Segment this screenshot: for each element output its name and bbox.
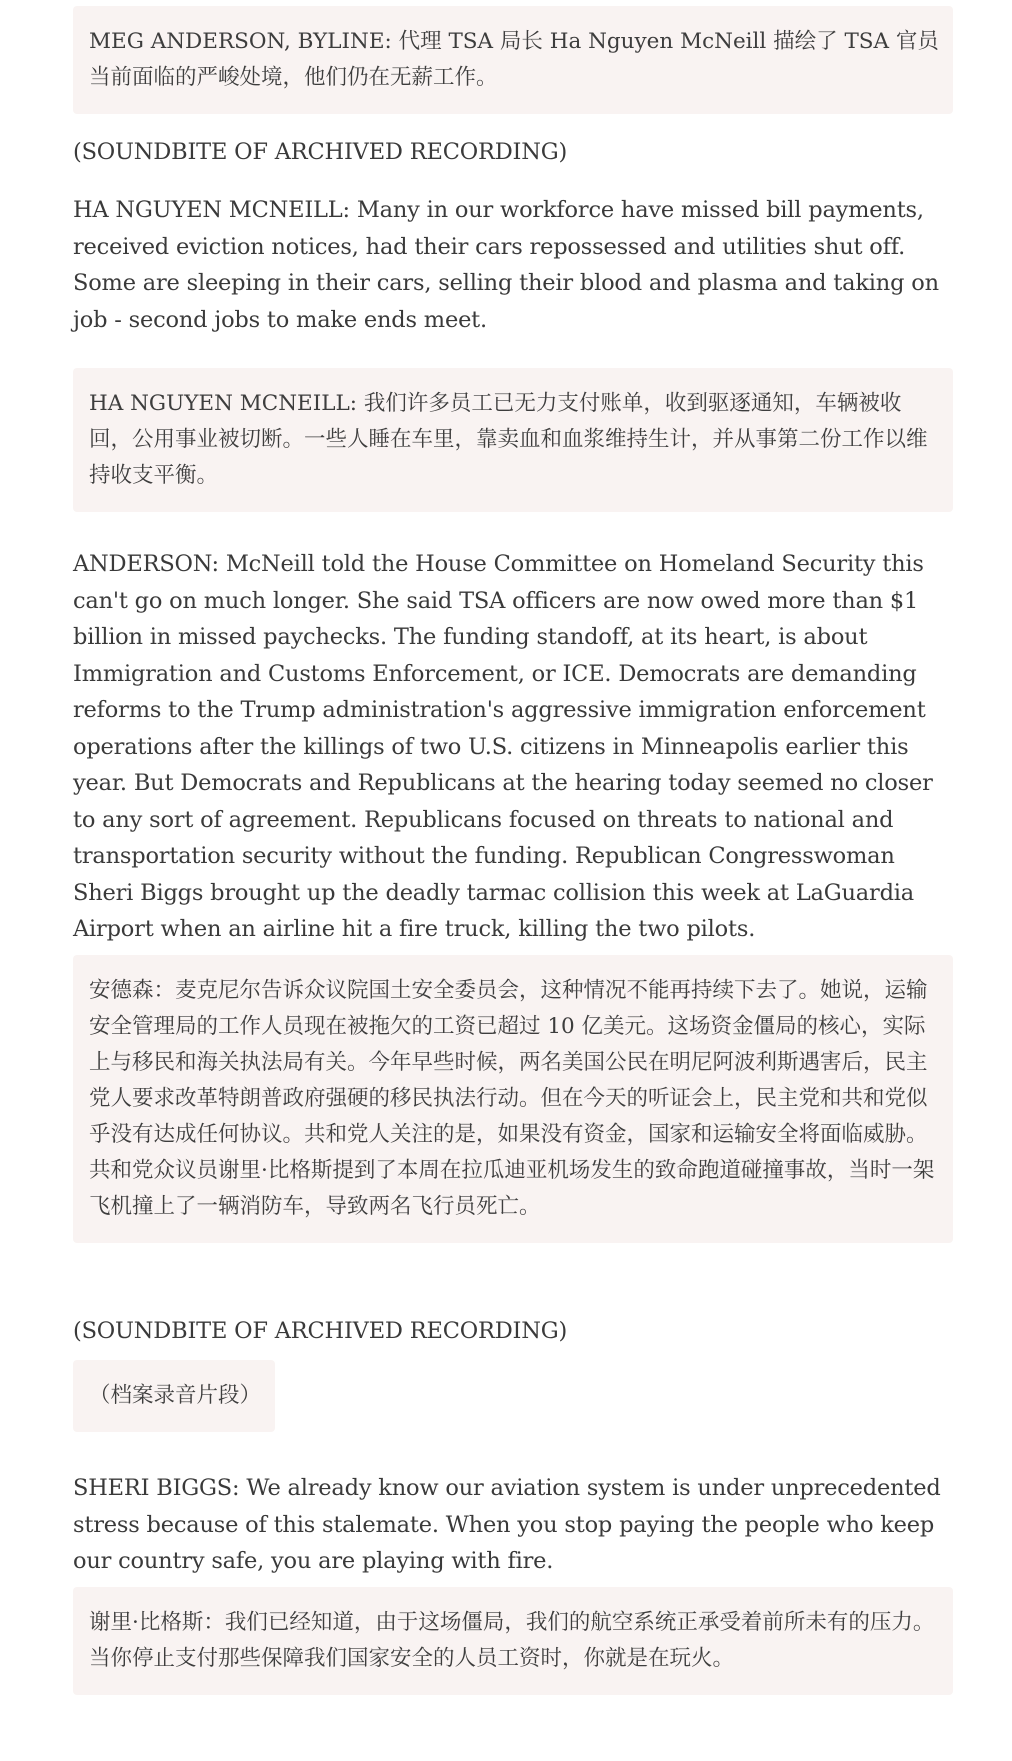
translation-block-mcneill: HA NGUYEN MCNEILL: 我们许多员工已无力支付账单，收到驱逐通知，车辆被收回，公用事业被切断。一些人睡在车里，靠卖血和血浆维持生计，并从事第二份工作以维持收支平衡。 bbox=[73, 368, 953, 512]
soundbite-label-2: (SOUNDBITE OF ARCHIVED RECORDING) bbox=[73, 1318, 568, 1344]
translation-block-anderson: 安德森：麦克尼尔告诉众议院国土安全委员会，这种情况不能再持续下去了。她说，运输安全管理局的工作人员现在被拖欠的工资已超过 10 亿美元。这场资金僵局的核心，实际上与移民和海关执法局有关。今年早些时候，两名美国公民在明尼阿波利斯遇害后，民主党人要求改革特朗普政府强硬的移民执法行动。但在今天的听证会上，民主党和共和党似乎没有达成任何协议。共和党人关注的是，如果没有资金，国家和运输安全将面临威胁。共和党众议员谢里·比格斯提到了本周在拉瓜迪亚机场发生的致命跑道碰撞事故，当时一架飞机撞上了一辆消防车，导致两名飞行员死亡。 bbox=[73, 955, 953, 1243]
translation-block-biggs: 谢里·比格斯：我们已经知道，由于这场僵局，我们的航空系统正承受着前所未有的压力。当你停止支付那些保障我们国家安全的人员工资时，你就是在玩火。 bbox=[73, 1587, 953, 1695]
paragraph-mcneill: HA NGUYEN MCNEILL: Many in our workforce have missed bill payments, received eviction notices, had their cars repossessed and utilities shut off. Some are sleeping in their cars, selling their blood and plasma and taking on job - second jobs to make ends meet. bbox=[73, 197, 939, 333]
paragraph-anderson: ANDERSON: McNeill told the House Committee on Homeland Security this can't go on much longer. She said TSA officers are now owed more than $1 billion in missed paychecks. The funding standoff, at its heart, is about Immigration and Customs Enforcement, or ICE. Democrats are demanding reforms to the Trump administration's aggressive immigration enforcement operations after the killings of two U.S. citizens in Minneapolis earlier this year. But Democrats and Republicans at the hearing today seemed no closer to any sort of agreement. Republicans focused on threats to national and transportation security without the funding. Republican Congresswoman Sheri Biggs brought up the deadly tarmac collision this week at LaGuardia Airport when an airline hit a fire truck, killing the two pilots. bbox=[73, 551, 933, 942]
translation-block-1: MEG ANDERSON, BYLINE: 代理 TSA 局长 Ha Nguyen McNeill 描绘了 TSA 官员当前面临的严峻处境，他们仍在无薪工作。 bbox=[73, 6, 953, 114]
translation-block-soundbite bbox=[73, 1360, 953, 1432]
soundbite-label-1: (SOUNDBITE OF ARCHIVED RECORDING) bbox=[73, 139, 568, 165]
paragraph-biggs: SHERI BIGGS: We already know our aviation system is under unprecedented stress because of this stalemate. When you stop paying the people who keep our country safe, you are playing with fire. bbox=[73, 1475, 941, 1574]
soundbite-translation: （档案录音片段） bbox=[73, 1360, 275, 1432]
